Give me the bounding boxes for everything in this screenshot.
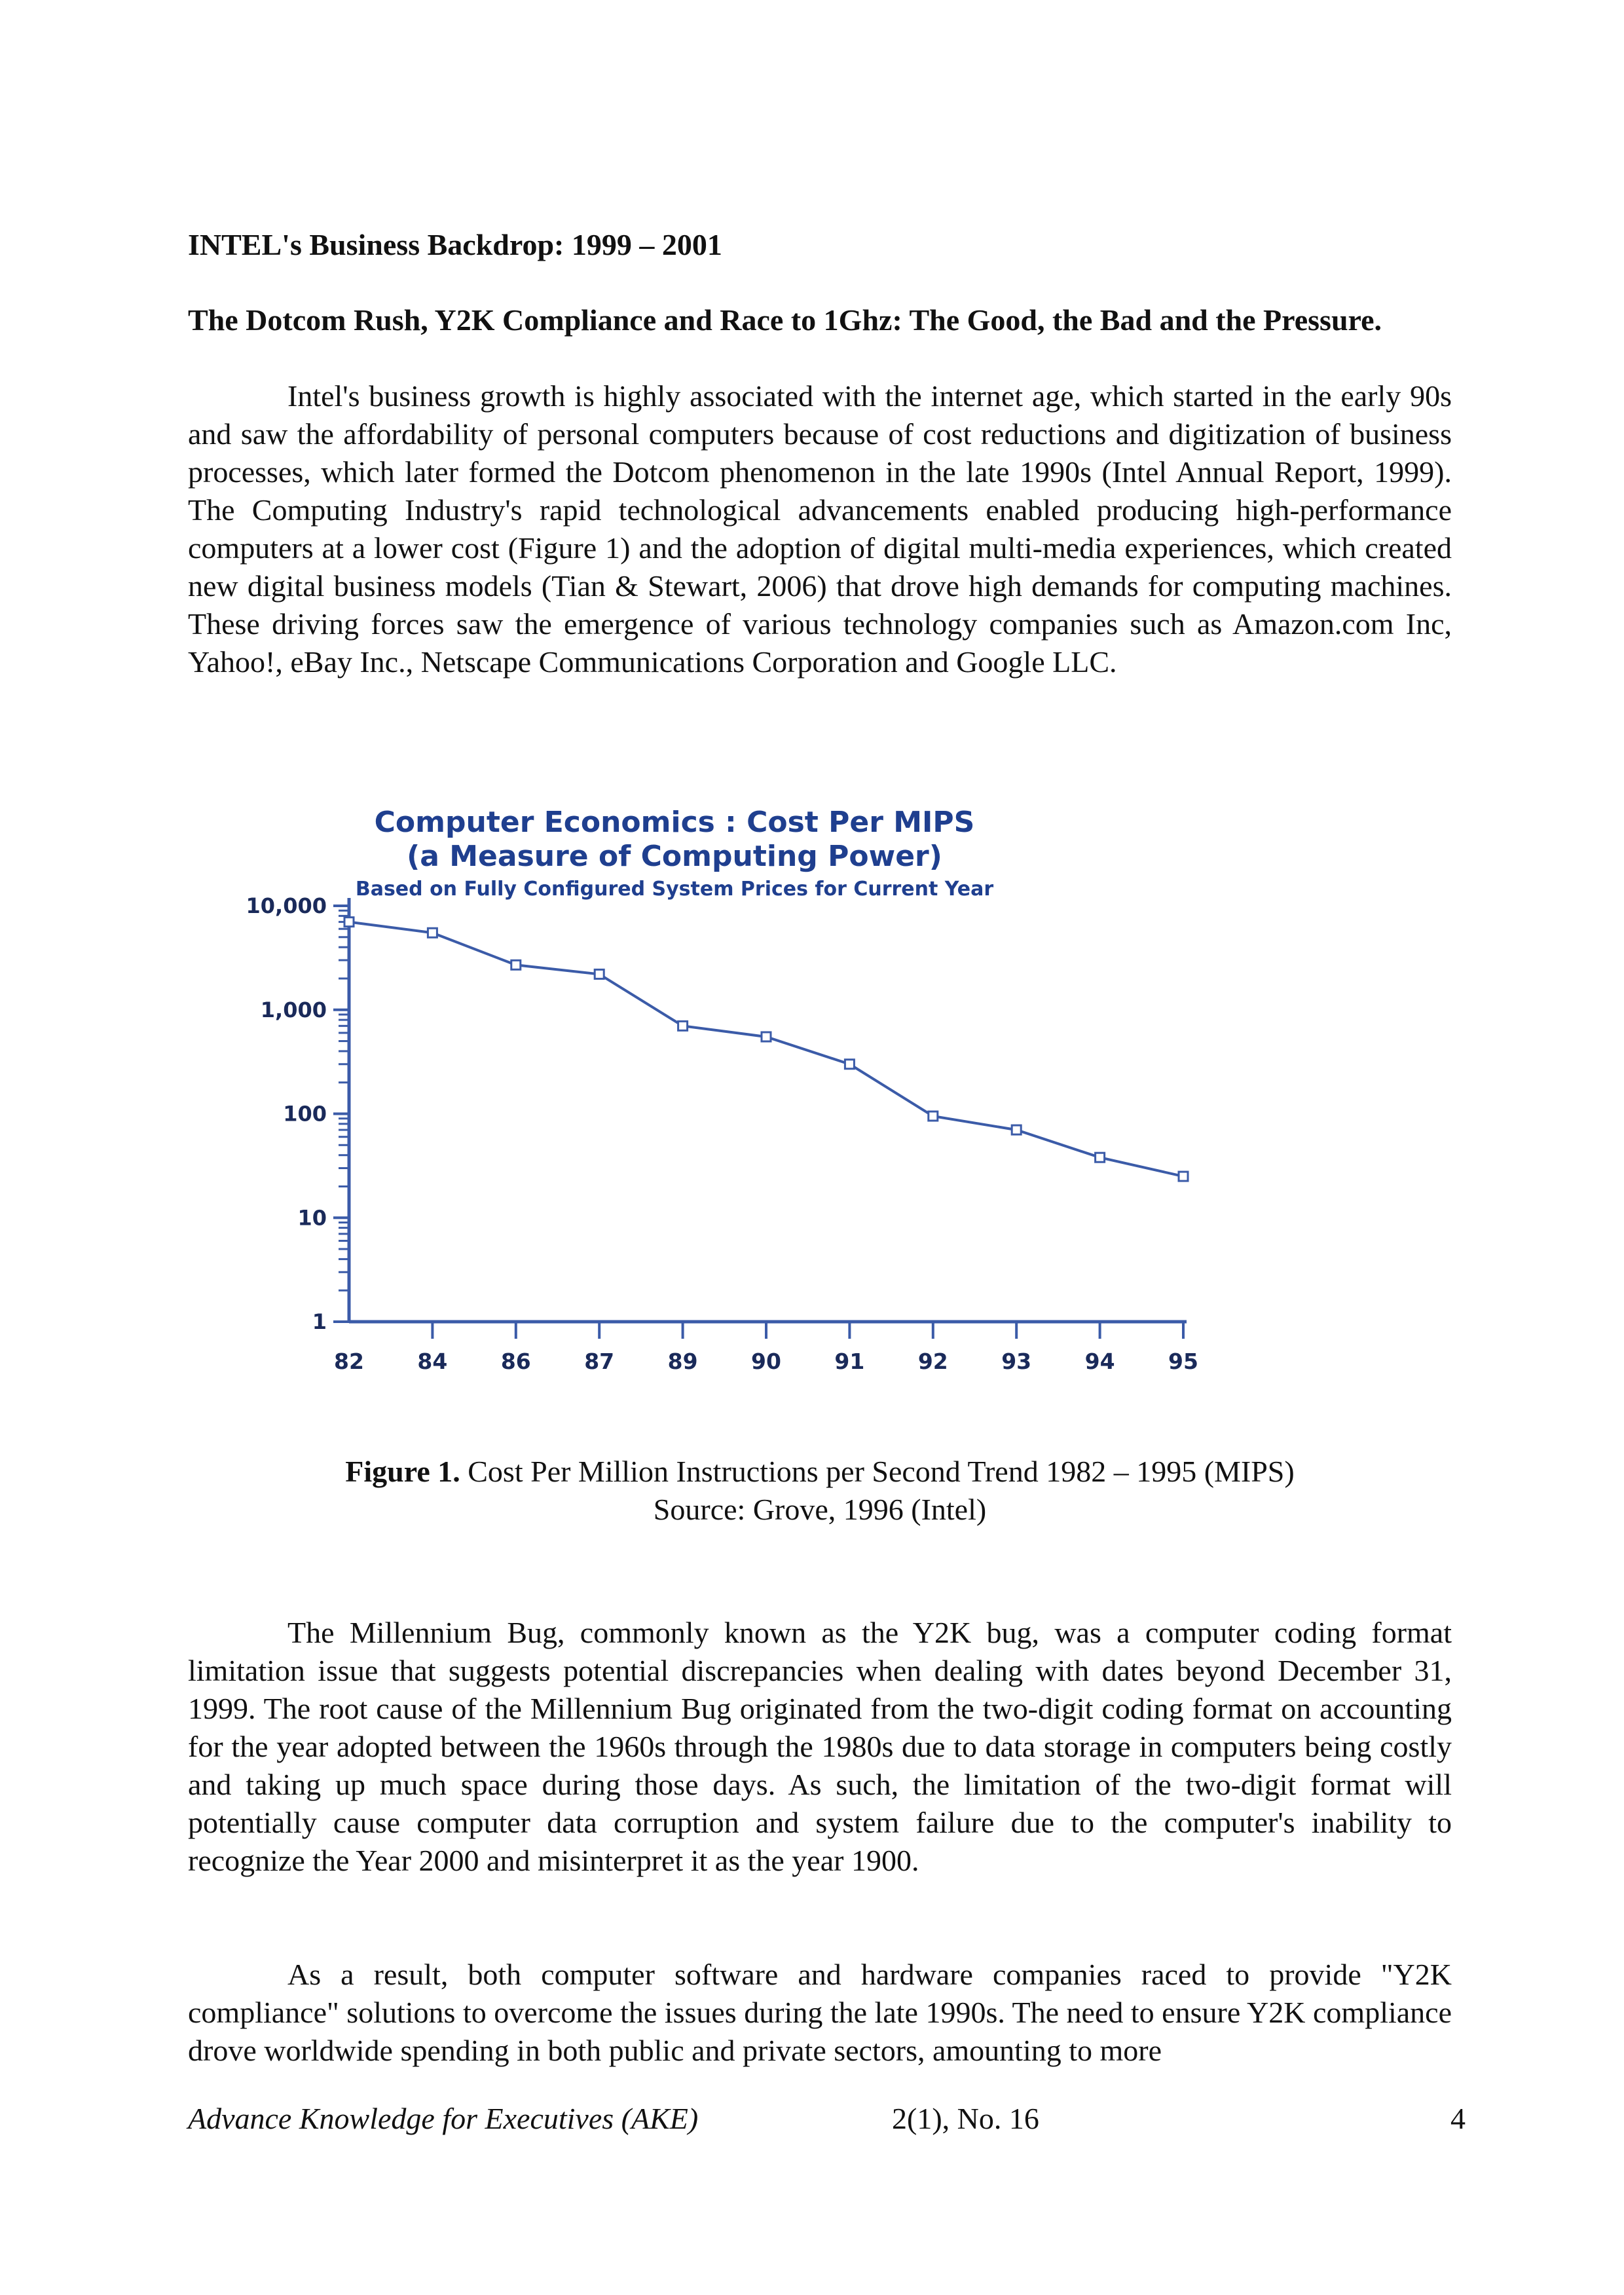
chart-title: Computer Economics : Cost Per MIPS xyxy=(374,806,975,839)
x-tick-label: 92 xyxy=(917,1349,948,1374)
y-tick-label: 1 xyxy=(312,1309,327,1334)
footer-journal: Advance Knowledge for Executives (AKE) xyxy=(188,2102,699,2135)
data-point xyxy=(1179,1172,1188,1181)
data-point xyxy=(1012,1125,1021,1134)
y-axis-ticks xyxy=(246,893,349,1334)
data-point xyxy=(845,1060,854,1069)
x-tick-label: 93 xyxy=(1001,1349,1032,1374)
x-tick-label: 89 xyxy=(667,1349,698,1374)
section-title: INTEL's Business Backdrop: 1999 – 2001 xyxy=(188,228,722,261)
y-tick-label: 1,000 xyxy=(260,997,327,1022)
y-tick-label: 10 xyxy=(297,1205,327,1231)
x-tick-label: 94 xyxy=(1084,1349,1115,1374)
data-points xyxy=(344,918,1188,1181)
chart-axes xyxy=(349,898,1187,1322)
paragraph-2: The Millennium Bug, commonly known as the Y2K bug, was a computer coding format limitation issue that suggests potential discrepancies when dealing with dates beyond December 31, 1999. The root cause of the Millennium Bug originated from the two-digit coding format on accounting for the year adopted between the 1960s through the 1980s due to data storage in computers being costly and taking up much space during those days. As such, the limitation of the two-digit format will potentially cause computer data corruption and system failure due to the computer's inability to recognize the Year 2000 and misinterpret it as the year 1900. xyxy=(188,1616,1452,1877)
y-tick-label: 100 xyxy=(283,1101,327,1127)
data-point xyxy=(595,969,604,979)
data-point xyxy=(762,1032,771,1041)
figure-caption-text: Cost Per Million Instructions per Second Trend 1982 – 1995 (MIPS) xyxy=(460,1455,1295,1488)
figure-caption xyxy=(188,1453,1452,1491)
footer-page-number: 4 xyxy=(1450,2102,1466,2135)
x-tick-label: 91 xyxy=(834,1349,865,1374)
cost-per-mips-chart xyxy=(190,773,1211,1389)
chart-subtitle: Based on Fully Configured System Prices for Current Year xyxy=(355,878,994,901)
figure-source: Source: Grove, 1996 (Intel) xyxy=(653,1493,987,1526)
data-point xyxy=(511,960,521,969)
data-point xyxy=(344,918,354,927)
x-tick-label: 84 xyxy=(417,1349,448,1374)
x-tick-label: 86 xyxy=(500,1349,531,1374)
footer-issue: 2(1), No. 16 xyxy=(892,2102,1039,2135)
x-tick-label: 87 xyxy=(584,1349,615,1374)
paragraph-1: Intel's business growth is highly associated with the internet age, which started in the early 90s and saw the affordability of personal computers because of cost reductions and digitization of business processes, which later formed the Dotcom phenomenon in the late 1990s (Intel Annual Report, 1999). The Computing Industry's rapid technological advancements enabled producing high-performance computers at a lower cost (Figure 1) and the adoption of digital multi-media experiences, which created new digital business models (Tian & Stewart, 2006) that drove high demands for computing machines. These driving forces saw the emergence of various technology companies such as Amazon.com Inc, Yahoo!, eBay Inc., Netscape Communications Corporation and Google LLC. xyxy=(188,379,1452,679)
paragraph-3: As a result, both computer software and hardware companies raced to provide "Y2K compliance" solutions to overcome the issues during the late 1990s. The need to ensure Y2K compliance drove worldwide spending in both public and private sectors, amounting to more xyxy=(188,1958,1452,2067)
chart-title-line2: (a Measure of Computing Power) xyxy=(407,840,942,873)
x-axis-ticks xyxy=(334,1322,1198,1374)
x-tick-label: 90 xyxy=(751,1349,781,1374)
data-point xyxy=(929,1111,938,1121)
data-point xyxy=(678,1021,688,1030)
x-tick-label: 95 xyxy=(1168,1349,1198,1374)
x-tick-label: 82 xyxy=(334,1349,364,1374)
subsection-title: The Dotcom Rush, Y2K Compliance and Race to 1Ghz: The Good, the Bad and the Pressure. xyxy=(188,303,1382,337)
data-point xyxy=(1096,1153,1105,1162)
figure-label: Figure 1. xyxy=(345,1455,460,1488)
y-tick-label: 10,000 xyxy=(246,893,327,918)
data-point xyxy=(428,928,437,937)
series-line xyxy=(349,922,1183,1176)
